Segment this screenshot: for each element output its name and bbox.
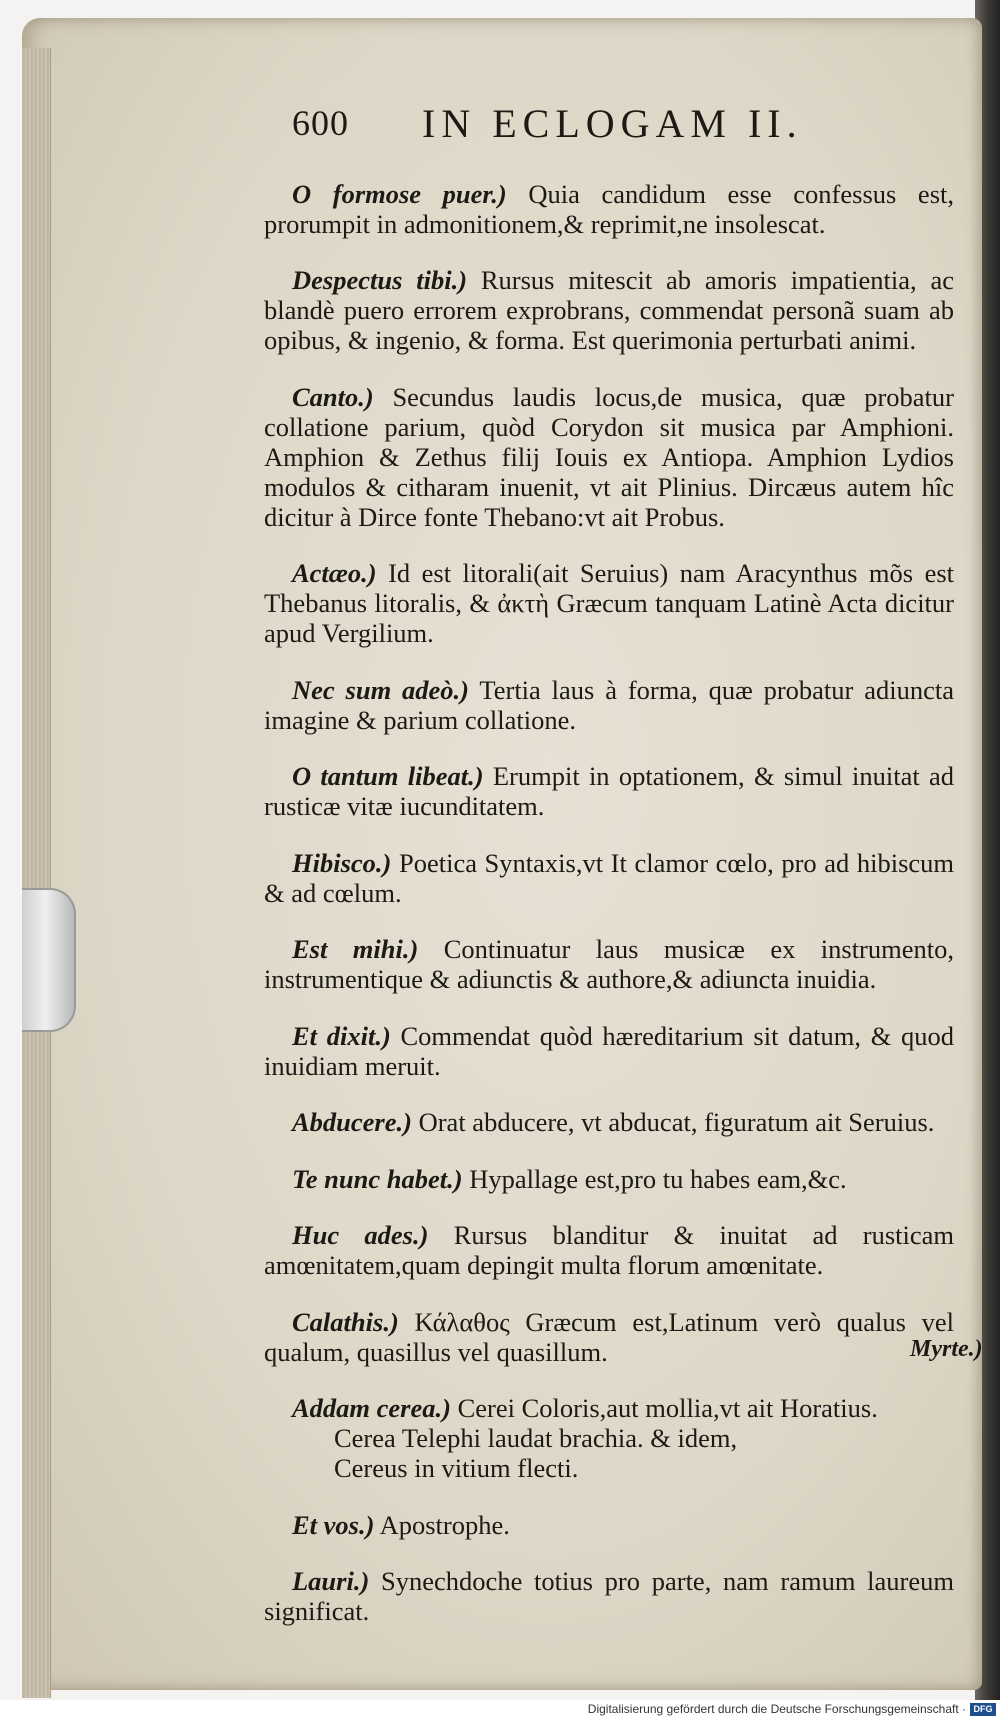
catchword: Myrte.) — [910, 1336, 983, 1362]
commentary-entry — [264, 558, 954, 648]
entry-text: Hypallage est,pro tu habes eam,&c. — [469, 1163, 847, 1194]
entry-lemma: Abducere.) — [292, 1107, 412, 1137]
commentary-entry — [264, 1164, 954, 1194]
entry-lemma: Addam cerea.) — [292, 1393, 451, 1423]
page-clip — [22, 888, 76, 1032]
commentary-entry — [264, 1510, 954, 1540]
entry-text: Id est litorali(ait Seruius) nam Aracynthus mõs est Thebanus litoralis, & ἀκτὴ Græcum tanquam Latinè Acta dicitur apud Vergilium. — [264, 558, 954, 648]
commentary-entries — [264, 152, 954, 1632]
entry-lemma: Lauri.) — [292, 1566, 370, 1596]
entry-lemma: Et vos.) — [292, 1509, 375, 1540]
commentary-entry — [264, 1566, 954, 1626]
footer-bar — [0, 1700, 1000, 1721]
entry-text: Secundus laudis locus,de musica, quæ probatur collatione parium, quòd Corydon sit musica par Amphioni. Amphion & Zethus filij Iouis ex Antiopa. Amphion Lydios modulos & citharam inuenit, vt ait Plinius. Dircæus autem hîc dicitur à Dirce fonte Thebano:vt ait Probus. — [264, 381, 954, 532]
entry-lemma: Te nunc habet.) — [292, 1163, 463, 1194]
commentary-entry — [264, 179, 954, 239]
dfg-logo: DFG — [970, 1703, 996, 1716]
quotation-line: Cerea Telephi laudat brachia. & idem, — [334, 1423, 738, 1453]
entry-text: Orat abducere, vt abducat, figuratum ait Seruius. — [418, 1107, 935, 1137]
entry-text: Tertia laus à forma, quæ probatur adiuncta imagine & parium collatione. — [264, 674, 954, 735]
commentary-entry — [264, 382, 954, 532]
entry-lemma: Actæo.) — [292, 558, 377, 588]
entry-text: Commendat quòd hæreditarium sit datum, & quod inuidiam meruit. — [264, 1020, 955, 1081]
commentary-entry — [264, 675, 954, 735]
entry-lemma: Et dixit.) — [292, 1020, 391, 1051]
commentary-entry — [264, 1107, 954, 1137]
entry-lemma: Calathis.) — [292, 1306, 399, 1337]
entry-lemma: Despectus tibi.) — [292, 265, 468, 295]
entry-text: Apostrophe. — [379, 1509, 510, 1540]
quotation-line: Cereus in vitium flecti. — [334, 1453, 579, 1483]
entry-lemma: O formose puer.) — [292, 178, 507, 209]
page-stack-edge — [22, 48, 51, 1698]
commentary-entry — [264, 1220, 954, 1280]
entry-text: Synechdoche totius pro parte, nam ramum laureum significat. — [264, 1566, 955, 1626]
entry-lemma: Huc ades.) — [292, 1220, 429, 1250]
running-title: IN ECLOGAM II. — [422, 101, 803, 146]
running-head — [292, 96, 1000, 152]
commentary-entry — [264, 761, 954, 821]
funding-credit: Digitalisierung gefördert durch die Deutsche Forschungsgemeinschaft · — [587, 1702, 966, 1716]
commentary-entry — [264, 265, 954, 355]
entry-text: Poetica Syntaxis,vt It clamor cœlo, pro ad hibiscum & ad cœlum. — [264, 847, 955, 908]
commentary-entry — [264, 1393, 954, 1423]
entry-text: Continuatur laus musicæ ex instrumento, instrumentique & adiunctis & authore,& adiuncta inuidia. — [264, 934, 954, 994]
commentary-entry — [264, 934, 954, 994]
commentary-entry — [264, 1021, 954, 1081]
entry-lemma: Hibisco.) — [292, 847, 392, 878]
page-number: 600 — [292, 103, 349, 143]
book-page — [22, 18, 982, 1690]
entry-lemma: O tantum libeat.) — [292, 761, 484, 791]
entry-lemma: Est mihi.) — [292, 934, 419, 964]
entry-text: Cerei Coloris,aut mollia,vt ait Horatius. — [457, 1393, 878, 1423]
entry-lemma: Canto.) — [292, 381, 374, 412]
entry-lemma: Nec sum adeò.) — [292, 674, 469, 705]
entry-text: Κάλαθος Græcum est,Latinum verò qualus vel qualum, quasillus vel quasillum. — [264, 1306, 955, 1367]
entry-text: Quia candidum esse confessus est, prorumpit in admonitionem,& reprimit,ne insolescat. — [264, 178, 954, 239]
entry-text: Erumpit in optationem, & simul inuitat ad rusticæ vitæ iucunditatem. — [264, 761, 954, 821]
commentary-entry — [264, 848, 954, 908]
entry-text: Rursus mitescit ab amoris impatientia, ac blandè puero errorem exprobrans, commendat personã suam ab opibus, & ingenio, & forma. Est querimonia perturbati animi. — [264, 265, 954, 355]
entry-text: Rursus blanditur & inuitat ad rusticam amœnitatem,quam depingit multa florum amœnitate. — [264, 1220, 954, 1280]
commentary-entry — [264, 1307, 954, 1367]
